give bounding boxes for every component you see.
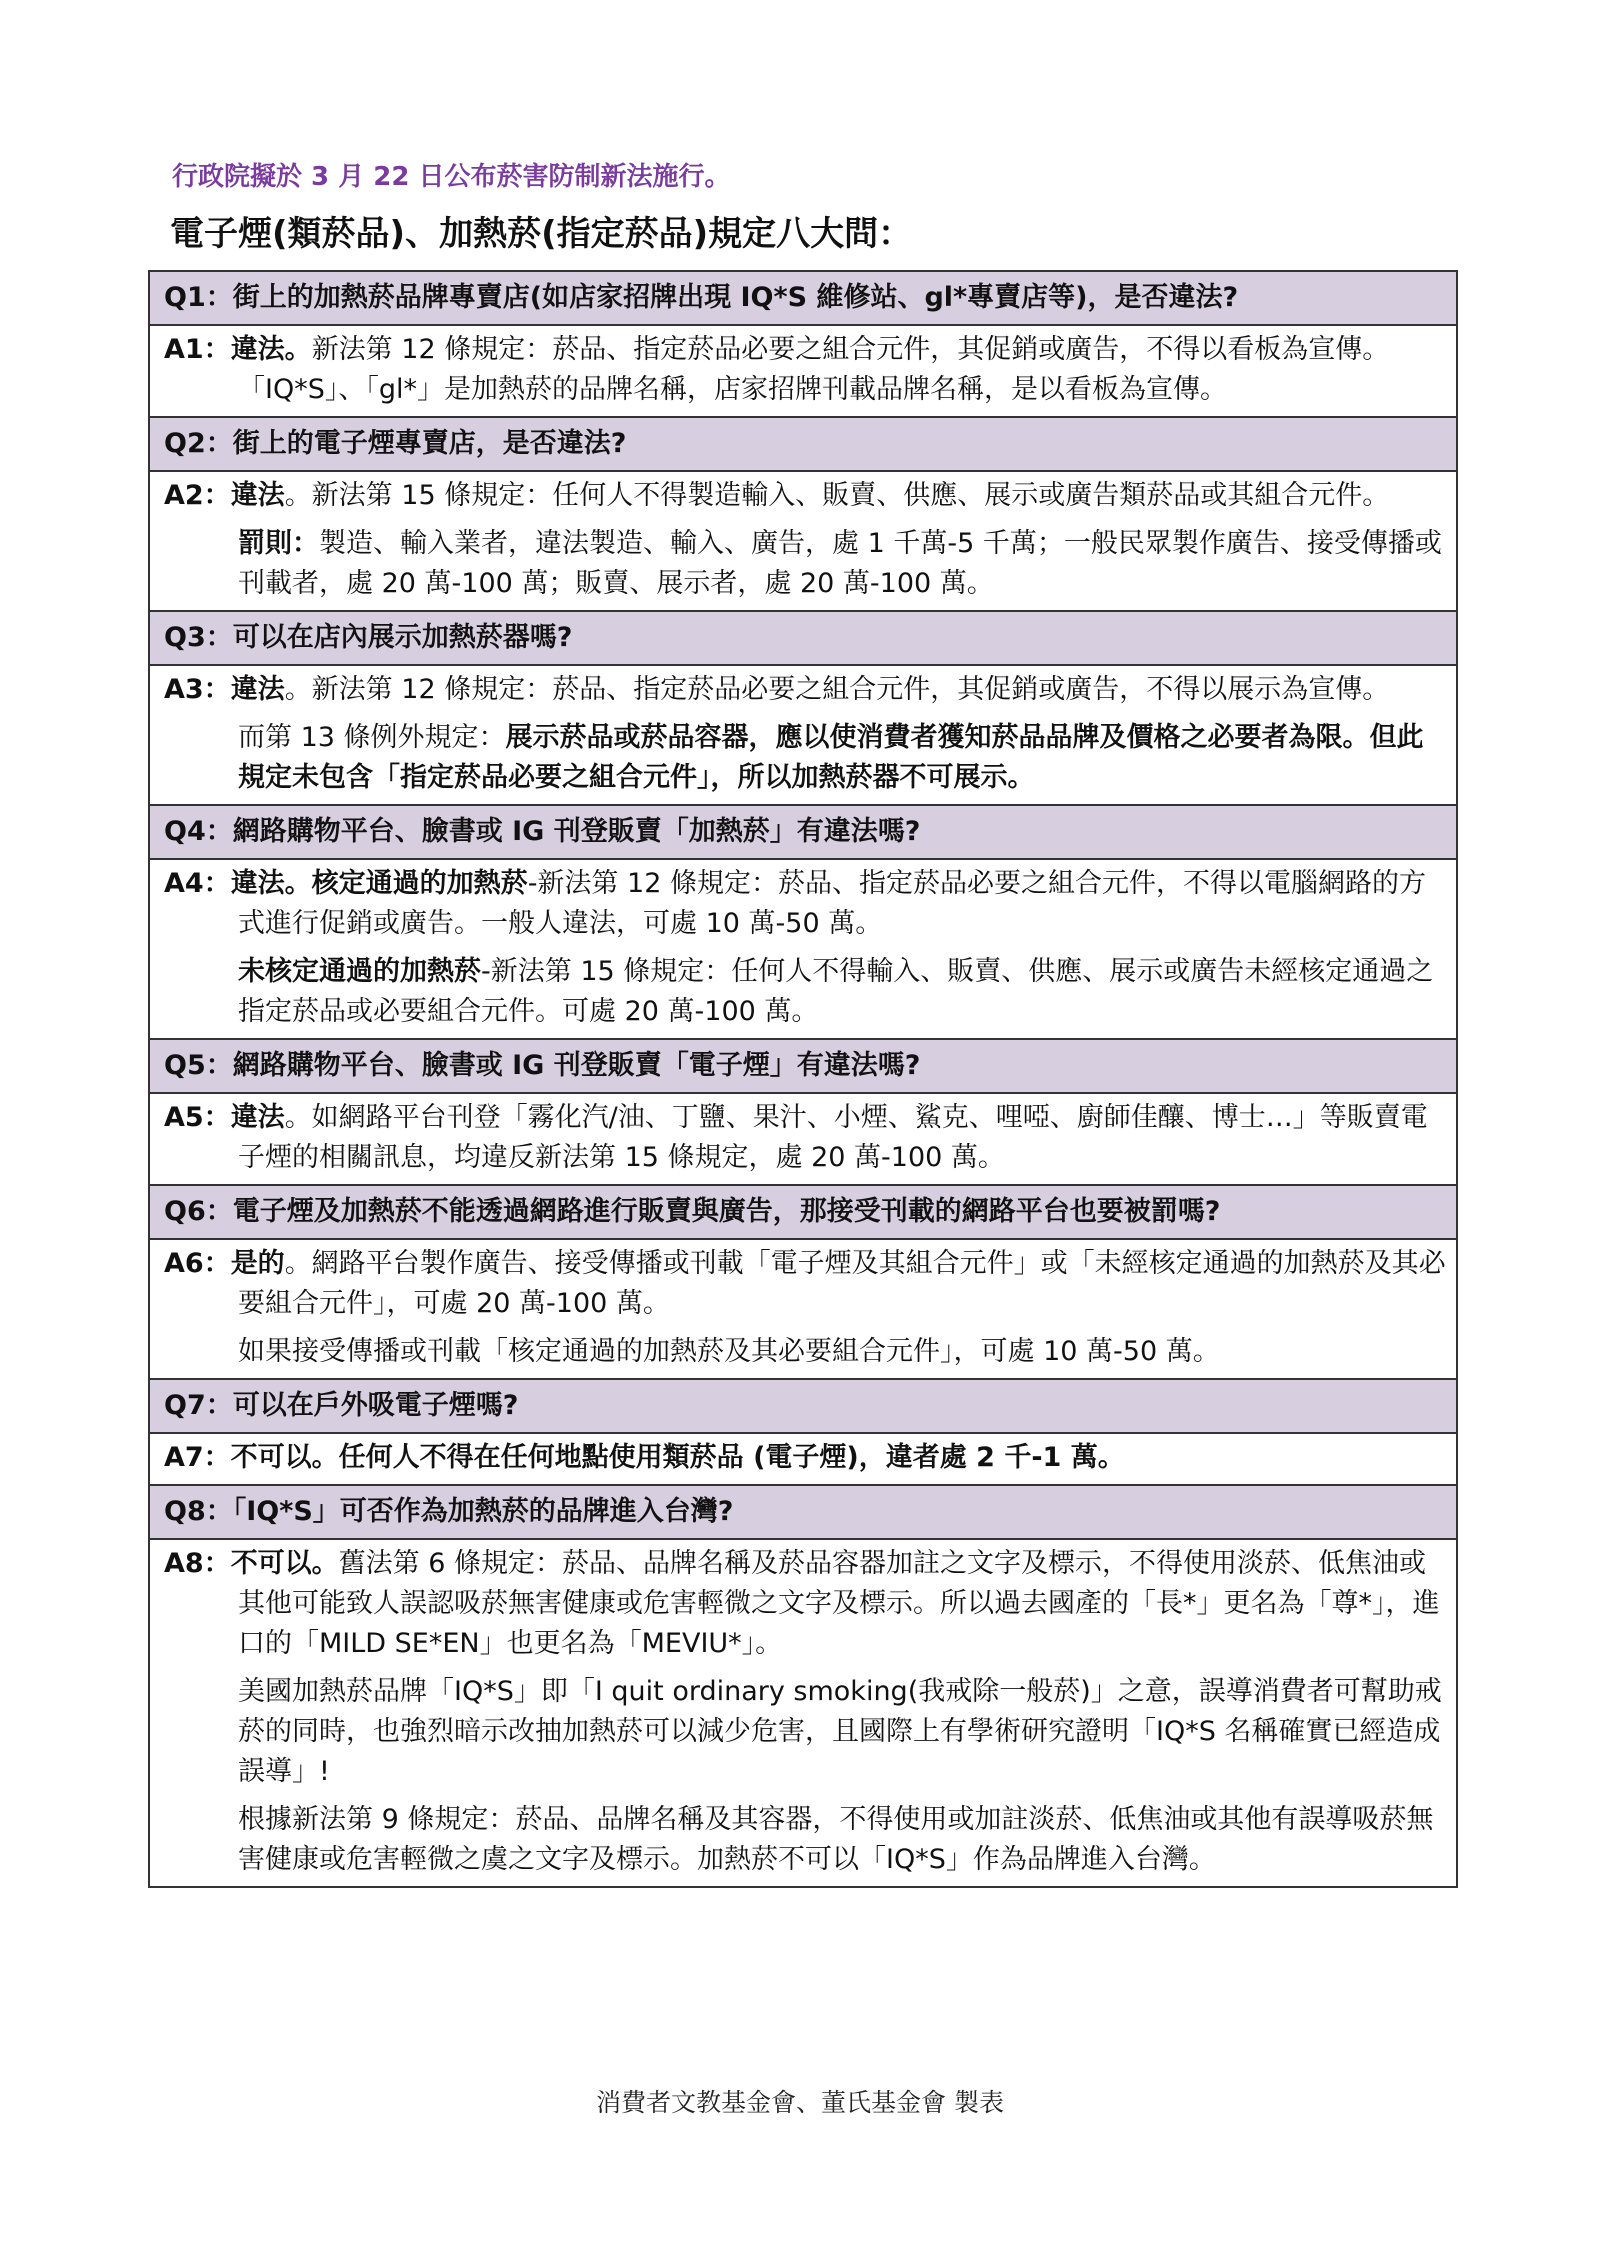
exception-emphasis: 展示菸品或菸品容器，應以使消費者獲知菸品品牌及價格之必要者為限。但此規定未包含「指定菸品必要之組合元件」，所以加熱菸器不可展示。 bbox=[238, 722, 1424, 793]
verdict: 違法 bbox=[230, 480, 285, 511]
penalty-text: 製造、輸入業者，違法製造、輸入、廣告，處 1 千萬-5 千萬；一般民眾製作廣告、接受傳播或刊載者，處 20 萬-100 萬；販賣、展示者，處 20 萬-100 萬。 bbox=[238, 528, 1442, 599]
question-row bbox=[149, 1485, 1457, 1539]
question-3: Q3：可以在店內展示加熱菸器嗎? bbox=[149, 611, 1457, 665]
answer-row bbox=[149, 665, 1457, 805]
answer-extra-text: 如果接受傳播或刊載「核定通過的加熱菸及其必要組合元件」，可處 10 萬-50 萬。 bbox=[238, 1336, 1220, 1367]
question-row bbox=[149, 805, 1457, 859]
answer-text: 舊法第 6 條規定：菸品、品牌名稱及菸品容器加註之文字及標示，不得使用淡菸、低焦油或其他可能致人誤認吸菸無害健康或危害輕微之文字及標示。所以過去國產的「長*」更名為「尊*」，進口的「MILD SE*EN」也更名為「MEVIU*」。 bbox=[238, 1548, 1440, 1659]
question-row bbox=[149, 1379, 1457, 1433]
verdict: 不可以。 bbox=[230, 1548, 339, 1579]
question-8: Q8：「IQ*S」可否作為加熱菸的品牌進入台灣? bbox=[149, 1485, 1457, 1539]
answer-row bbox=[149, 471, 1457, 611]
question-row bbox=[149, 1039, 1457, 1093]
answer-label: A3： bbox=[164, 674, 231, 705]
question-1: Q1：街上的加熱菸品牌專賣店(如店家招牌出現 IQ*S 維修站、gl*專賣店等)，是否違法? bbox=[149, 271, 1457, 325]
exception-text: 而第 13 條例外規定： bbox=[238, 722, 506, 753]
answer-row bbox=[149, 325, 1457, 417]
verdict: 違法 bbox=[230, 1102, 285, 1133]
unapproved-text: -新法第 15 條規定：任何人不得輸入、販賣、供應、展示或廣告未經核定通過之指定菸品或必要組合元件。可處 20 萬-100 萬。 bbox=[238, 956, 1434, 1027]
document-page bbox=[148, 160, 1458, 1888]
answer-label: A4： bbox=[164, 868, 231, 899]
answer-label: A5： bbox=[164, 1102, 231, 1133]
answer-6 bbox=[149, 1239, 1457, 1379]
answer-text: 。新法第 15 條規定：任何人不得製造輸入、販賣、供應、展示或廣告類菸品或其組合元件。 bbox=[284, 480, 1390, 511]
verdict: 違法。核定通過的加熱菸 bbox=[230, 868, 528, 899]
answer-row bbox=[149, 1433, 1457, 1485]
answer-row bbox=[149, 1093, 1457, 1185]
verdict: 違法。 bbox=[230, 334, 312, 365]
answer-4 bbox=[149, 859, 1457, 1039]
question-7: Q7：可以在戶外吸電子煙嗎? bbox=[149, 1379, 1457, 1433]
question-row bbox=[149, 271, 1457, 325]
page-title: 電子煙(類菸品)、加熱菸(指定菸品)規定八大問： bbox=[170, 214, 913, 254]
answer-text: 。網路平台製作廣告、接受傳播或刊載「電子煙及其組合元件」或「未經核定通過的加熱菸及其必要組合元件」，可處 20 萬-100 萬。 bbox=[238, 1248, 1446, 1319]
answer-8 bbox=[149, 1539, 1457, 1887]
answer-text: A7：不可以。任何人不得在任何地點使用類菸品 (電子煙)，違者處 2 千-1 萬。 bbox=[164, 1442, 1125, 1473]
unapproved-label: 未核定通過的加熱菸 bbox=[238, 956, 481, 987]
answer-label: A1： bbox=[164, 334, 231, 365]
answer-7 bbox=[149, 1433, 1457, 1485]
answer-text: 。如網路平台刊登「霧化汽/油、丁鹽、果汁、小煙、鯊克、哩啞、廚師佳釀、博士…」等販賣電子煙的相關訊息，均違反新法第 15 條規定，處 20 萬-100 萬。 bbox=[238, 1102, 1428, 1173]
question-4: Q4：網路購物平台、臉書或 IG 刊登販賣「加熱菸」有違法嗎? bbox=[149, 805, 1457, 859]
answer-row bbox=[149, 1539, 1457, 1887]
question-6: Q6：電子煙及加熱菸不能透過網路進行販賣與廣告，那接受刊載的網路平台也要被罰嗎? bbox=[149, 1185, 1457, 1239]
answer-label: A2： bbox=[164, 480, 231, 511]
verdict: 違法 bbox=[230, 674, 285, 705]
notice-line: 行政院擬於 3 月 22 日公布菸害防制新法施行。 bbox=[172, 162, 731, 192]
answer-text: 新法第 12 條規定：菸品、指定菸品必要之組合元件，其促銷或廣告，不得以看板為宣傳。「IQ*S」、「gl*」是加熱菸的品牌名稱，店家招牌刊載品牌名稱，是以看板為宣傳。 bbox=[238, 334, 1390, 405]
answer-row bbox=[149, 1239, 1457, 1379]
penalty-label: 罰則： bbox=[238, 528, 319, 559]
faq-table bbox=[148, 270, 1458, 1888]
answer-row bbox=[149, 859, 1457, 1039]
answer-5 bbox=[149, 1093, 1457, 1185]
answer-3 bbox=[149, 665, 1457, 805]
question-2: Q2：街上的電子煙專賣店，是否違法? bbox=[149, 417, 1457, 471]
answer-1 bbox=[149, 325, 1457, 417]
answer-paragraph-2: 美國加熱菸品牌「IQ*S」即「I quit ordinary smoking(我戒除一般菸)」之意，誤導消費者可幫助戒菸的同時，也強烈暗示改抽加熱菸可以減少危害，且國際上有學術研究證明「IQ*S 名稱確實已經造成誤導」! bbox=[238, 1676, 1442, 1787]
answer-text: -新法第 12 條規定：菸品、指定菸品必要之組合元件，不得以電腦網路的方式進行促銷或廣告。一般人違法，可處 10 萬-50 萬。 bbox=[238, 868, 1426, 939]
answer-text: 。新法第 12 條規定：菸品、指定菸品必要之組合元件，其促銷或廣告，不得以展示為宣傳。 bbox=[284, 674, 1390, 705]
answer-2 bbox=[149, 471, 1457, 611]
question-row bbox=[149, 611, 1457, 665]
verdict: 是的 bbox=[230, 1248, 285, 1279]
question-row bbox=[149, 417, 1457, 471]
footer-credit: 消費者文教基金會、董氏基金會 製表 bbox=[596, 2088, 1004, 2117]
question-row bbox=[149, 1185, 1457, 1239]
answer-paragraph-3: 根據新法第 9 條規定：菸品、品牌名稱及其容器，不得使用或加註淡菸、低焦油或其他有誤導吸菸無害健康或危害輕微之虞之文字及標示。加熱菸不可以「IQ*S」作為品牌進入台灣。 bbox=[238, 1804, 1434, 1875]
question-5: Q5：網路購物平台、臉書或 IG 刊登販賣「電子煙」有違法嗎? bbox=[149, 1039, 1457, 1093]
answer-label: A6： bbox=[164, 1248, 231, 1279]
answer-label: A8： bbox=[164, 1548, 231, 1579]
